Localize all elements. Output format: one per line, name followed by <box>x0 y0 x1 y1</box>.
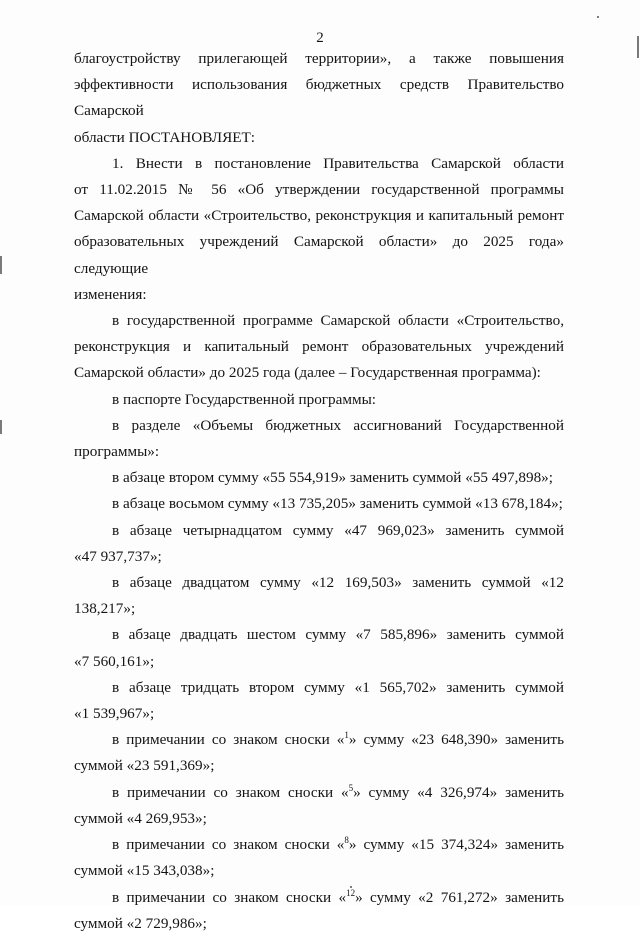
paragraph-text: в абзаце двадцать шестом сумму «7 585,896» заменить суммой <box>112 626 564 644</box>
paragraph-text: в примечании со знаком сноски « <box>112 783 349 801</box>
paragraph-text: в абзаце тридцать втором сумму «1 565,702» заменить суммой <box>112 678 564 696</box>
paragraph-text: эффективности использования бюджетных средств Правительство Самарской <box>74 76 564 120</box>
paragraph-text: в абзаце четырнадцатом сумму «47 969,023» заменить суммой <box>112 521 564 539</box>
paragraph-text: суммой «23 591,369»; <box>74 757 215 775</box>
paragraph-text: «47 937,737»; <box>74 547 162 565</box>
paragraph-text: реконструкция и капитальный ремонт образовательных учреждений <box>74 338 564 356</box>
paragraph-text: в абзаце восьмом сумму «13 735,205» заменить суммой «13 678,184»; <box>112 495 563 513</box>
paragraph-text: «1 539,967»; <box>74 705 155 723</box>
footnote-paragraph <box>74 885 564 911</box>
paragraph-text: изменения: <box>74 285 147 303</box>
paragraph-text: в разделе «Объемы бюджетных ассигнований Государственной <box>112 416 564 434</box>
paragraph-text: в примечании со знаком сноски « <box>112 836 345 854</box>
paragraph-text: суммой «15 343,038»; <box>74 862 215 880</box>
paragraph-text: от 11.02.2015 № 56 «Об утверждении государственной программы <box>74 181 564 199</box>
footnote-mark: 5 <box>348 782 354 793</box>
footnote-paragraph <box>74 727 564 753</box>
paragraph-text: в примечании со знаком сноски « <box>112 731 345 749</box>
paragraph-text: в примечании со знаком сноски « <box>112 888 347 906</box>
paragraph-text: суммой «4 269,953»; <box>74 809 207 827</box>
paragraph-text: благоустройству прилегающей территории», а также повышения <box>74 50 564 67</box>
paragraph-text: в государственной программе Самарской области «Строительство, <box>112 312 564 330</box>
paragraph-text: » сумму «23 648,390» заменить <box>348 731 564 749</box>
footnote-mark: 1 <box>344 730 349 741</box>
paragraph-text: Самарской области» до 2025 года (далее – Государственная программа): <box>74 364 541 382</box>
footnote-paragraph <box>74 780 564 806</box>
paragraph-text: в абзаце двадцатом сумму «12 169,503» заменить суммой «12 138,217»; <box>74 574 564 618</box>
paragraph-text: области ПОСТАНОВЛЯЕТ: <box>74 128 255 146</box>
paragraph-text: » сумму «15 374,324» заменить <box>348 836 564 854</box>
paragraph-text: Самарской области «Строительство, реконструкция и капитальный ремонт <box>74 207 564 225</box>
paragraph-text: в паспорте Государственной программы: <box>112 390 377 408</box>
footnote-mark: 12 <box>346 887 356 898</box>
paragraph-text: суммой «2 729,986»; <box>74 914 207 932</box>
scan-margin-mark <box>0 420 2 434</box>
paragraph-text: «7 560,161»; <box>74 652 155 670</box>
paragraph-text: программы»: <box>74 443 160 461</box>
paragraph-text: » сумму «2 761,272» заменить <box>355 888 564 906</box>
paragraph-text: 1. Внести в постановление Правительства Самарской области <box>112 154 564 172</box>
page-number: 2 <box>316 30 324 46</box>
paragraph-text: образовательных учреждений Самарской области» до 2025 года» следующие <box>74 233 564 277</box>
paragraph-text: в абзаце втором сумму «55 554,919» заменить суммой «55 497,898»; <box>112 469 553 487</box>
scan-margin-mark <box>0 256 2 274</box>
scan-speck <box>597 16 599 18</box>
scan-margin-mark <box>637 36 639 58</box>
document-body <box>74 46 564 937</box>
paragraph-text: » сумму «4 326,974» заменить <box>353 783 564 801</box>
footnote-paragraph <box>74 832 564 858</box>
footnote-mark: 8 <box>344 835 349 846</box>
